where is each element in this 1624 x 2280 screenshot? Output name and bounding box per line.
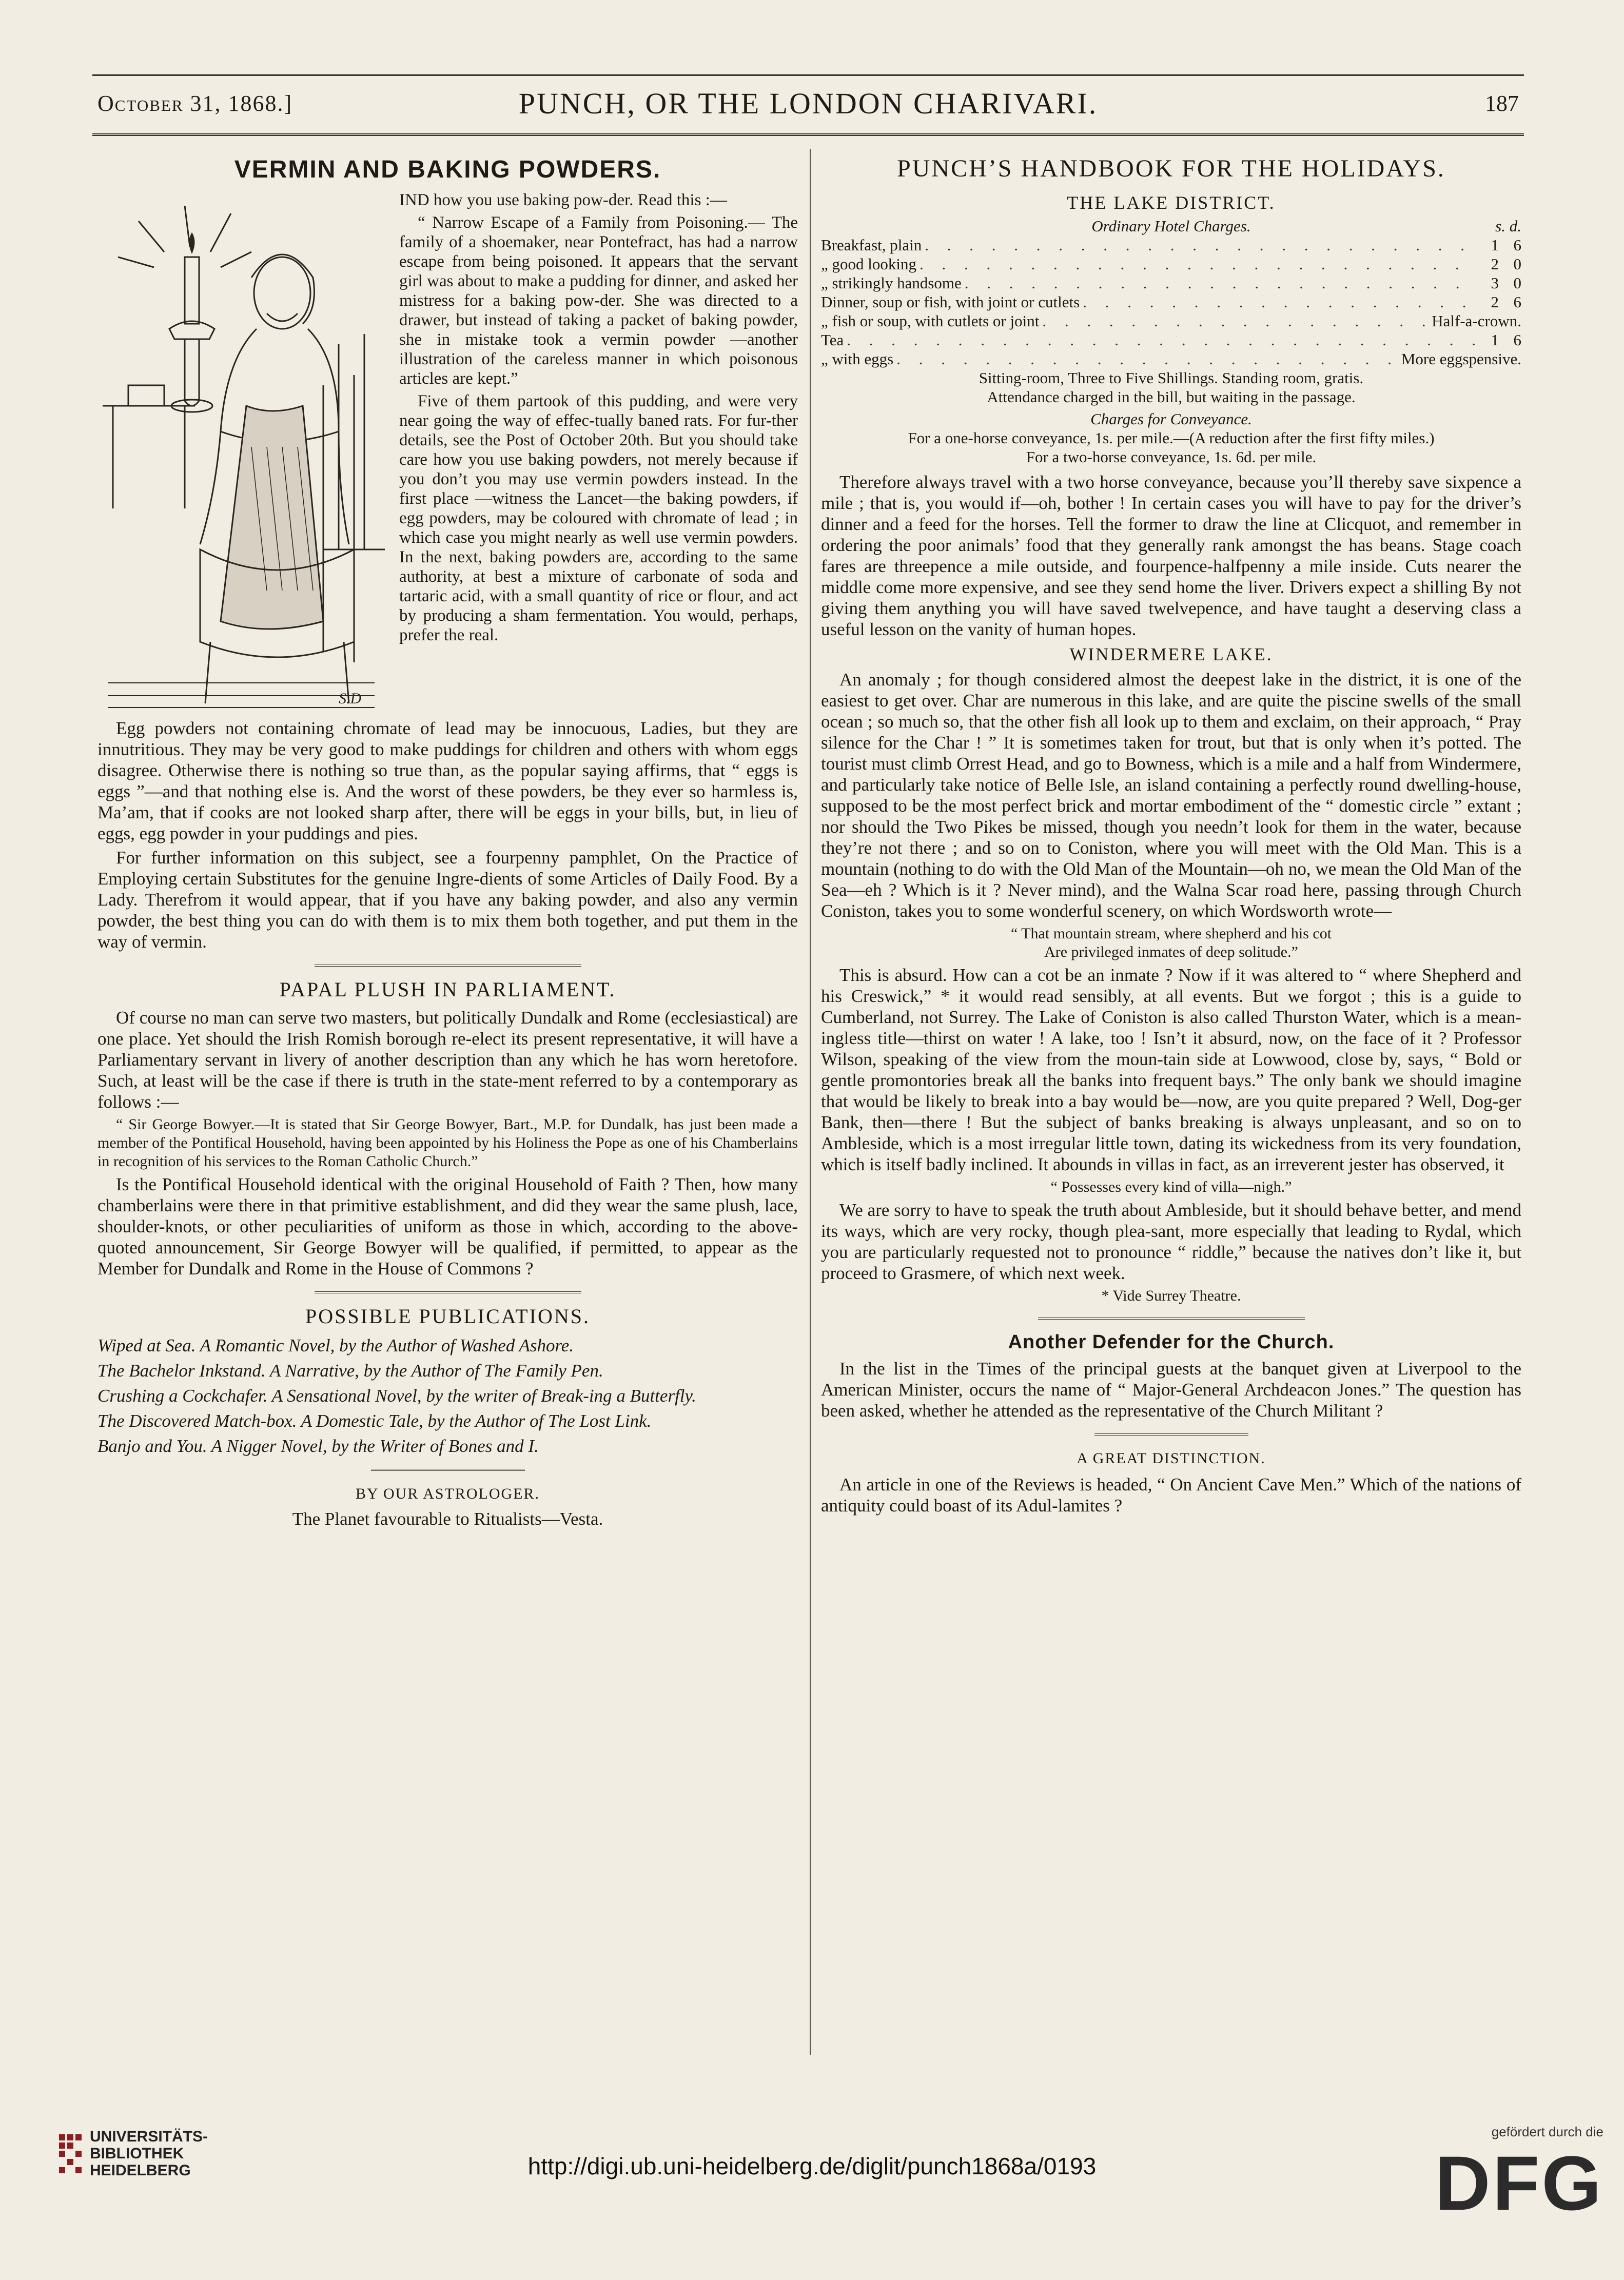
digitization-url[interactable]: http://digi.ub.uni-heidelberg.de/diglit/punch1868a/0193 (527, 2153, 1097, 2179)
tariff-row (821, 349, 1521, 368)
lake-district-heading: THE LAKE DISTRICT. (1067, 192, 1276, 213)
windermere-heading: WINDERMERE LAKE. (1069, 644, 1273, 664)
price-shillings: 1 (1491, 331, 1499, 349)
list-item: Banjo and You. A Nigger Novel, by the Writer of Bones and I. (97, 1436, 539, 1456)
currency-units: s. d. (1495, 217, 1521, 235)
tariff-item: „ good looking (821, 255, 916, 273)
price-pence: 6 (1513, 236, 1521, 254)
tariff-item: „ with eggs (821, 350, 894, 368)
funding-note: gefördert durch die (1491, 2124, 1603, 2139)
tariff-row (821, 254, 1521, 273)
leader-dots (893, 349, 1401, 368)
tariff-item: „ strikingly handsome (821, 274, 962, 292)
attendance-line: Attendance charged in the bill, but waiting in the passage. (987, 388, 1356, 406)
tariff-row (821, 273, 1521, 292)
conveyance-two-horse: For a two-horse conveyance, 1s. 6d. per mile. (1026, 448, 1317, 466)
astrologer-heading: BY OUR ASTROLOGER. (355, 1485, 540, 1502)
column-divider (810, 149, 811, 2055)
verse-line: Are privileged inmates of deep solitude.” (1044, 944, 1298, 960)
papal-quote: “ Sir George Bowyer.—It is stated that Sir George Bowyer, Bart., M.P. for Dundalk, has just been made a member of the Pontifical Household, having been appointed by his Holiness the Pope as one of his Chamberlains in recognition of his services to the Roman Catholic Church.” (97, 1116, 798, 1170)
astrologer-text: The Planet favourable to Ritualists—Vesta. (292, 1509, 603, 1529)
tariff-item: Breakfast, plain (821, 236, 922, 254)
leader-dots (916, 254, 1476, 273)
price-shillings: 2 (1491, 255, 1499, 273)
masthead-title: PUNCH, OR THE LONDON CHARIVARI. (518, 87, 1098, 120)
leader-dots (962, 273, 1476, 292)
tariff-price (1476, 292, 1521, 311)
price-pence: 6 (1513, 293, 1521, 311)
tariff-price (1476, 330, 1521, 349)
defender-paragraph: In the list in the Times of the principal guests at the banquet given at Liverpool to the American Minister, occurs the name of “ Major-General Archdeacon Jones.” The question has been asked, whether he attended as the representative of the Church Militant ? (821, 1359, 1521, 1421)
publications-title: POSSIBLE PUBLICATIONS. (305, 1305, 590, 1328)
leader-dots (844, 330, 1476, 349)
leader-dots (1039, 311, 1432, 330)
price-shillings: 2 (1491, 293, 1499, 311)
leader-dots (922, 235, 1476, 254)
handbook-title: PUNCH’S HANDBOOK FOR THE HOLIDAYS. (897, 155, 1445, 182)
section-rule (315, 965, 581, 967)
tariff-item: Tea (821, 331, 844, 349)
price-pence: 6 (1513, 331, 1521, 349)
handbook-paragraph-4: We are sorry to have to speak the truth about Ambleside, but it should behave better, and mend its ways, which are very rocky, though plea-sant, more especially that leading to Rydal, which you are particularly requested not to pronounce “ riddle,” because the natives don’t like it, but proceed to Grasmere, of which next week. (821, 1200, 1521, 1283)
left-column (97, 154, 798, 2052)
section-rule (1038, 1318, 1305, 1320)
vermin-paragraph-2: Egg powders not containing chromate of lead may be innocuous, Ladies, but they are innutritious. They may be very good to make puddings for children and others with whom eggs disagree. Otherwise there is nothing so true than, as the popular saying affirms, that “ eggs is eggs ”—and that nothing else is. And the worst of these powders, be they ever so harmless is, Ma’am, that if cooks are not looked sharp after, there will be eggs in your bills, but, in lieu of eggs, egg powder in your puddings and pies. (97, 718, 798, 843)
price-pence: 0 (1513, 274, 1521, 292)
papal-article-title: PAPAL PLUSH IN PARLIAMENT. (279, 978, 616, 1001)
section-rule (1094, 1433, 1248, 1436)
conveyance-heading: Charges for Conveyance. (1090, 410, 1252, 428)
library-name-line: HEIDELBERG (90, 2162, 191, 2179)
issue-date: October 31, 1868.] (97, 91, 293, 116)
tariff-item: Dinner, soup or fish, with joint or cutlets (821, 293, 1080, 311)
price-shillings: 3 (1491, 274, 1499, 292)
handbook-paragraph-3: This is absurd. How can a cot be an inmate ? Now if it was altered to “ where Shepherd and his Creswick,” * it would read sensibly, at all events. But we forgot ; this is a guide to Cumberland, not Surrey. The Lake of Coniston is also called Thurston Water, which is a mean-ingless title—thirst on water ! A lake, too ! Isn’t it absurd, now, on the face of it ? Professor Wilson, speaking of the view from the moun-tain side at Lowwood, close by, says, “ Bold or gentle promontories break all the banks into frequent bays.” The only bank we should imagine that would be likely to break into a bay would be—now, are you quite prepared ? Well, Dog-ger Bank, then—there ! But the subject of banks breaking is always unpleasant, and so on to Ambleside, which is a most irregular little town, dating its wickedness from its very foundation, which is itself badly inclined. It abounds in villas in fact, as an irreverent jester has observed, it (821, 965, 1521, 1174)
section-rule (315, 1291, 581, 1293)
list-item: The Bachelor Inkstand. A Narrative, by the Author of The Family Pen. (97, 1361, 603, 1381)
papal-paragraph-1: Of course no man can serve two masters, but politically Dundalk and Rome (ecclesiastical) are one place. Yet should the Irish Romish borough re-elect its present representative, it will have a Parliamentary servant in livery of another description than any which he has worn heretofore. Such, at least will be the case if there is truth in the state-ment referred to by a contemporary as follows :— (97, 1008, 798, 1112)
tariff-row (821, 235, 1521, 254)
right-column (821, 154, 1521, 2052)
library-name-line: UNIVERSITÄTS- (90, 2128, 208, 2145)
tariff-price (1476, 273, 1521, 292)
verse-line: “ That mountain stream, where shepherd and his cot (1010, 925, 1332, 942)
vermin-paragraph-3: For further information on this subject, see a fourpenny pamphlet, On the Practice of Employing certain Substitutes for the genuine Ingre-dients of some Articles of Daily Food. By a Lady. Therefrom it would appear, that if you have any baking powder, and also any vermin powder, the best thing you can do with them is to mix them both together, and put them in the way of vermin. (97, 848, 798, 952)
handbook-paragraph-1: Therefore always travel with a two horse conveyance, because you’ll thereby save sixpence a mile ; that is, you would if—oh, bother ! In certain cases you will have to pay for the driver’s dinner and a feed for the horses. Tell the former to draw the line at Clicquot, and remember in ordering the poor animals’ food that they generally rank amongst the has beans. Stage coach fares are threepence a mile outside, and fourpence-halfpenny a mile inside. Cuts nearer the middle come more expensive, and see they send home the liver. Drivers expect a shilling By not giving them anything you will have saved twelvepence, and have taught a deserving class a useful lesson on the vanity of human hopes. (821, 472, 1521, 639)
list-item: Wiped at Sea. A Romantic Novel, by the Author of Washed Ashore. (97, 1335, 574, 1355)
tariff-price (1476, 254, 1521, 273)
footnote: * Vide Surrey Theatre. (1101, 1287, 1241, 1304)
papal-paragraph-2: Is the Pontifical Household identical with the original Household of Faith ? Then, how many chamberlains were there in that primitive establishment, and did they wear the same plush, lace, shoulder-knots, or other peculiarities of uniform as those in which, according to the above-quoted announcement, Sir George Bowyer will be qualified, if permitted, to appear as the Member for Dundalk and Rome in the House of Commons ? (97, 1174, 798, 1279)
vermin-article-title: VERMIN AND BAKING POWDERS. (234, 156, 661, 183)
dfg-logo: DFG (1435, 2140, 1603, 2226)
hotel-tariff (821, 217, 1521, 466)
conveyance-one-horse: For a one-horse conveyance, 1s. per mile.—(A reduction after the first fifty miles.) (908, 429, 1435, 447)
maid-illustration (97, 190, 385, 714)
vermin-paragraph-1: Five of them partook of this pudding, and were very near going the way of effec-tually baned rats. For fur-ther details, see the Post of October 20th. But you should take care how you use baking powders, not merely because if you don’t you may use vermin powders instead. In the first place —witness the Lancet—the baking powders, if egg powders, may be coloured with chromate of lead ; in which case you might nearly as well use vermin powders. In the next, baking powders are, according to the same authority, at best a mixture of carbonate of soda and tartaric acid, with a small quantity of rice or flour, and act by producing a sham fermentation. You would, perhaps, prefer the real. (399, 392, 798, 644)
list-item: The Discovered Match-box. A Domestic Tale, by the Author of The Lost Link. (97, 1411, 652, 1431)
vermin-lead: IND how you use baking pow-der. Read this :— (399, 191, 727, 209)
leader-dots (1080, 292, 1476, 311)
defender-title: Another Defender for the Church. (1008, 1331, 1335, 1353)
tariff-row (821, 292, 1521, 311)
digitization-footer (0, 2083, 1624, 2280)
artist-initials: S.D (339, 690, 362, 707)
list-item: Crushing a Cockchafer. A Sensational Novel, by the writer of Break-ing a Butterfly. (97, 1386, 696, 1406)
library-name-line: BIBLIOTHEK (90, 2145, 184, 2162)
charges-heading: Ordinary Hotel Charges. (1091, 217, 1251, 235)
distinction-title: A GREAT DISTINCTION. (1077, 1450, 1266, 1467)
verse-line: “ Possesses every kind of villa—nigh.” (1050, 1178, 1292, 1195)
vermin-quote: “ Narrow Escape of a Family from Poisoning.— The family of a shoemaker, near Pontefract, has had a narrow escape from being poisoned. It appears that the servant girl was about to make a pudding for dinner, and asked her mistress for a baking pow-der. She was directed to a drawer, but instead of taking a packet of baking powder, she in mistake took a vermin powder —another illustration of the careless manner in which poisonous articles are kept.” (399, 213, 798, 388)
woodcut-image (97, 190, 385, 714)
section-rule (371, 1469, 525, 1471)
tariff-price (1476, 235, 1521, 254)
tariff-rows (821, 235, 1521, 368)
page-number: 187 (1485, 91, 1519, 116)
tariff-price: More eggspensive. (1401, 350, 1521, 368)
price-pence: 0 (1513, 255, 1521, 273)
tariff-row (821, 311, 1521, 330)
tariff-row (821, 330, 1521, 349)
distinction-paragraph: An article in one of the Reviews is headed, “ On Ancient Cave Men.” Which of the nations of antiquity could boast of its Adul-lamites ? (821, 1475, 1521, 1516)
handbook-paragraph-2: An anomaly ; for though considered almost the deepest lake in the district, it is one of the easiest to get over. Char are numerous in this lake, and are quite the piscine swells of the small ocean ; so much so, that the other fish all look up to them and exclaim, on their approach, “ Pray silence for the Char ! ” It is sometimes taken for trout, but that is only when it’s potted. The tourist must climb Orrest Head, and go to Bowness, which is a mile and a half from Windermere, and particularly take notice of Belle Isle, an island containing a perfectly round dwelling-house, supposed to be the most perfect brick and mortar embodiment of the “ domestic circle ” extant ; nor should the Two Pikes be missed, though you needn’t look for them in the water, because they’re not there ; and so on to Coniston, where you will meet with the Old Man. This is a mountain (nothing to do with the Old Man of the Mountain—oh no, we mean the Old Man of the Sea—eh ? Which is it ? Never mind), and the Walna Scar road here, passing through Church Coniston, takes you to some wonderful scenery, on which Wordsworth wrote— (821, 670, 1521, 921)
running-head (92, 82, 1524, 136)
tariff-item: „ fish or soup, with cutlets or joint (821, 312, 1040, 330)
price-shillings: 1 (1491, 236, 1499, 254)
publications-list (97, 1335, 798, 1457)
tariff-price: Half-a-crown. (1432, 312, 1521, 330)
sitting-room-line: Sitting-room, Three to Five Shillings. Standing room, gratis. (979, 369, 1364, 387)
